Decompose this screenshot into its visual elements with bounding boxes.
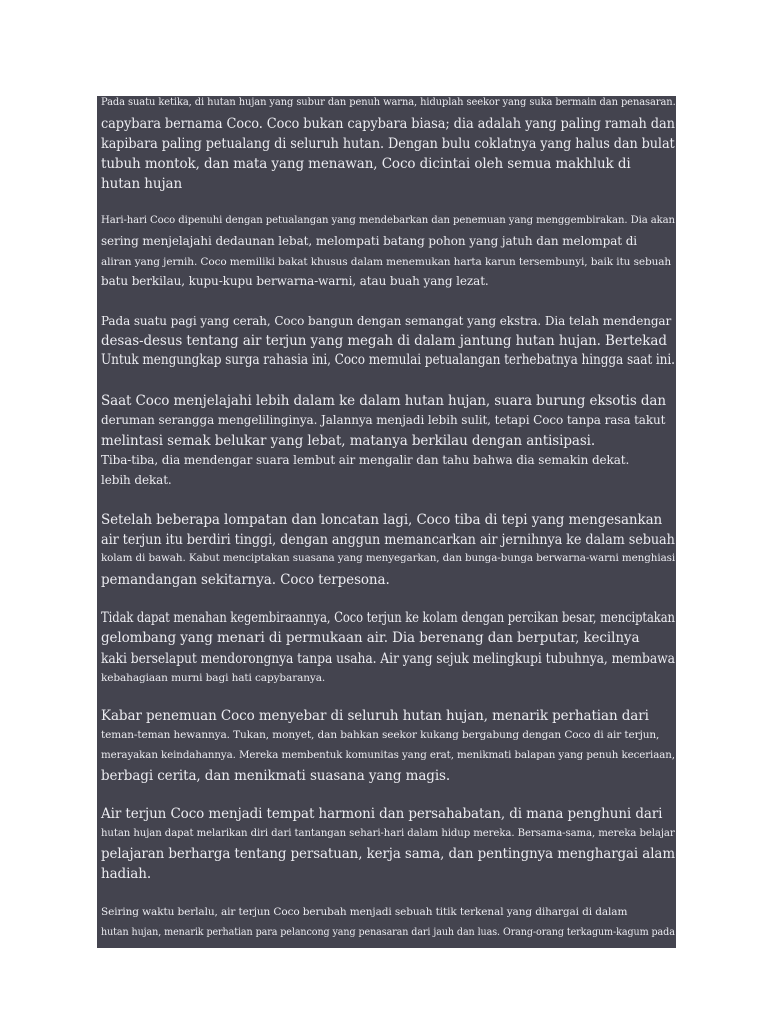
text-line: Seiring waktu berlalu, air terjun Coco berubah menjadi sebuah titik terkenal yang dihargai di dalam: [101, 906, 628, 918]
text-line: tubuh montok, dan mata yang menawan, Coco dicintai oleh semua makhluk di: [101, 156, 631, 172]
text-line: air terjun itu berdiri tinggi, dengan anggun memancarkan air jernihnya ke dalam sebuah: [101, 532, 675, 548]
text-line: hutan hujan: [101, 176, 183, 192]
text-line: Untuk mengungkap surga rahasia ini, Coco memulai petualangan terhebatnya hingga saat ini.: [101, 352, 675, 368]
text-line: desas-desus tentang air terjun yang megah di dalam jantung hutan hujan. Bertekad: [101, 333, 667, 349]
text-line: kapibara paling petualang di seluruh hutan. Dengan bulu coklatnya yang halus dan bulat: [101, 136, 675, 152]
text-line: pelajaran berharga tentang persatuan, kerja sama, dan pentingnya menghargai alam: [101, 846, 675, 862]
text-line: kebahagiaan murni bagi hati capybaranya.: [101, 672, 326, 684]
text-line: batu berkilau, kupu-kupu berwarna-warni, atau buah yang lezat.: [101, 274, 489, 288]
text-line: aliran yang jernih. Coco memiliki bakat khusus dalam menemukan harta karun tersembunyi, baik itu sebuah: [101, 256, 672, 268]
text-line: Pada suatu ketika, di hutan hujan yang subur dan penuh warna, hiduplah seekor yang suka bermain dan penasaran.: [101, 96, 676, 108]
text-line: Air terjun Coco menjadi tempat harmoni dan persahabatan, di mana penghuni dari: [101, 806, 663, 822]
text-line: berbagi cerita, dan menikmati suasana yang magis.: [101, 768, 451, 784]
text-line: pemandangan sekitarnya. Coco terpesona.: [101, 572, 390, 588]
text-line: Saat Coco menjelajahi lebih dalam ke dalam hutan hujan, suara burung eksotis dan: [101, 393, 666, 409]
text-line: sering menjelajahi dedaunan lebat, melompati batang pohon yang jatuh dan melompat di: [101, 234, 638, 248]
text-line: Setelah beberapa lompatan dan loncatan lagi, Coco tiba di tepi yang mengesankan: [101, 512, 663, 528]
text-line: Hari-hari Coco dipenuhi dengan petualangan yang mendebarkan dan penemuan yang menggembirakan. Dia akan: [101, 214, 675, 226]
text-line: capybara bernama Coco. Coco bukan capybara biasa; dia adalah yang paling ramah dan: [101, 116, 675, 132]
document-page: [97, 96, 676, 948]
text-line: merayakan keindahannya. Mereka membentuk komunitas yang erat, menikmati balapan yang penuh keceriaan,: [101, 749, 675, 761]
text-line: gelombang yang menari di permukaan air. Dia berenang dan berputar, kecilnya: [101, 630, 640, 646]
text-line: Tidak dapat menahan kegembiraannya, Coco terjun ke kolam dengan percikan besar, menciptakan: [101, 610, 675, 626]
text-line: Pada suatu pagi yang cerah, Coco bangun dengan semangat yang ekstra. Dia telah mendengar: [101, 314, 672, 328]
text-line: deruman serangga mengelilinginya. Jalannya menjadi lebih sulit, tetapi Coco tanpa rasa takut: [101, 413, 666, 427]
text-line: teman-teman hewannya. Tukan, monyet, dan bahkan seekor kukang bergabung dengan Coco di air terjun,: [101, 729, 660, 741]
text-line: hutan hujan, menarik perhatian para pelancong yang penasaran dari jauh dan luas. Orang-orang terkagum-kagum pada: [101, 926, 675, 938]
text-line: kolam di bawah. Kabut menciptakan suasana yang menyegarkan, dan bunga-bunga berwarna-warni menghiasi: [101, 552, 676, 564]
text-line: hutan hujan dapat melarikan diri dari tantangan sehari-hari dalam hidup mereka. Bersama-sama, mereka belajar: [101, 827, 675, 839]
text-line: Tiba-tiba, dia mendengar suara lembut air mengalir dan tahu bahwa dia semakin dekat.: [101, 453, 630, 467]
text-line: kaki berselaput mendorongnya tanpa usaha. Air yang sejuk melingkupi tubuhnya, membawa: [101, 651, 675, 667]
text-line: melintasi semak belukar yang lebat, matanya berkilau dengan antisipasi.: [101, 433, 596, 449]
text-line: hadiah.: [101, 866, 152, 882]
text-line: lebih dekat.: [101, 473, 172, 487]
text-line: Kabar penemuan Coco menyebar di seluruh hutan hujan, menarik perhatian dari: [101, 708, 649, 724]
